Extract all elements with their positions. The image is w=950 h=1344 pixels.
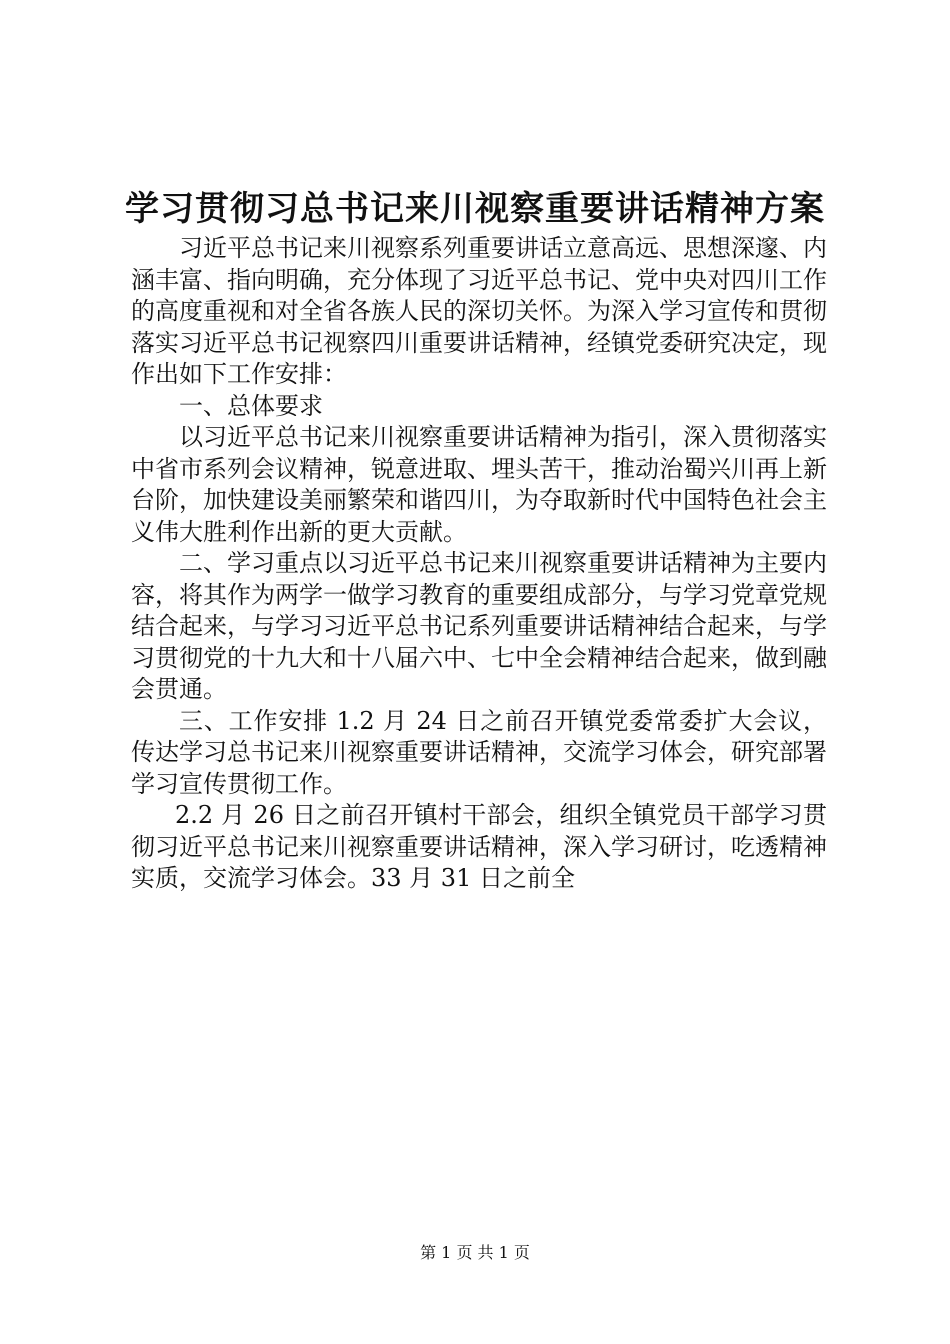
general-requirements-paragraph: 以习近平总书记来川视察重要讲话精神为指引，深入贯彻落实中省市系列会议精神，锐意进取、埋头苦干，推动治蜀兴川再上新台阶，加快建设美丽繁荣和谐四川，为夺取新时代中国特色社会主义伟大胜利作出新的更大贡献。 [131,423,827,546]
section-heading-general: 一、总体要求 [179,391,323,420]
work-arrangement-paragraph: 三、工作安排 1.2 月 24 日之前召开镇党委常委扩大会议，传达学习总书记来川视察重要讲话精神，交流学习体会，研究部署学习宣传贯彻工作。 [131,706,827,798]
intro-paragraph: 习近平总书记来川视察系列重要讲话立意高远、思想深邃、内涵丰富、指向明确，充分体现了习近平总书记、党中央对四川工作的高度重视和对全省各族人民的深切关怀。为深入学习宣传和贯彻落实习近平总书记视察四川重要讲话精神，经镇党委研究决定，现作出如下工作安排： [131,234,827,388]
document-body [131,233,827,895]
work-arrangement-item-2: 2.2 月 26 日之前召开镇村干部会，组织全镇党员干部学习贯彻习近平总书记来川视察重要讲话精神，深入学习研讨，吃透精神实质，交流学习体会。33 月 31 日之前全 [131,801,827,892]
document-title: 学习贯彻习总书记来川视察重要讲话精神方案 [125,189,825,229]
page-footer: 第 1 页 共 1 页 [420,1243,530,1262]
study-focus-paragraph: 二、学习重点以习近平总书记来川视察重要讲话精神为主要内容，将其作为两学一做学习教育的重要组成部分，与学习党章党规结合起来，与学习习近平总书记系列重要讲话精神结合起来，与学习贯彻党的十九大和十八届六中、七中全会精神结合起来，做到融会贯通。 [131,549,827,703]
